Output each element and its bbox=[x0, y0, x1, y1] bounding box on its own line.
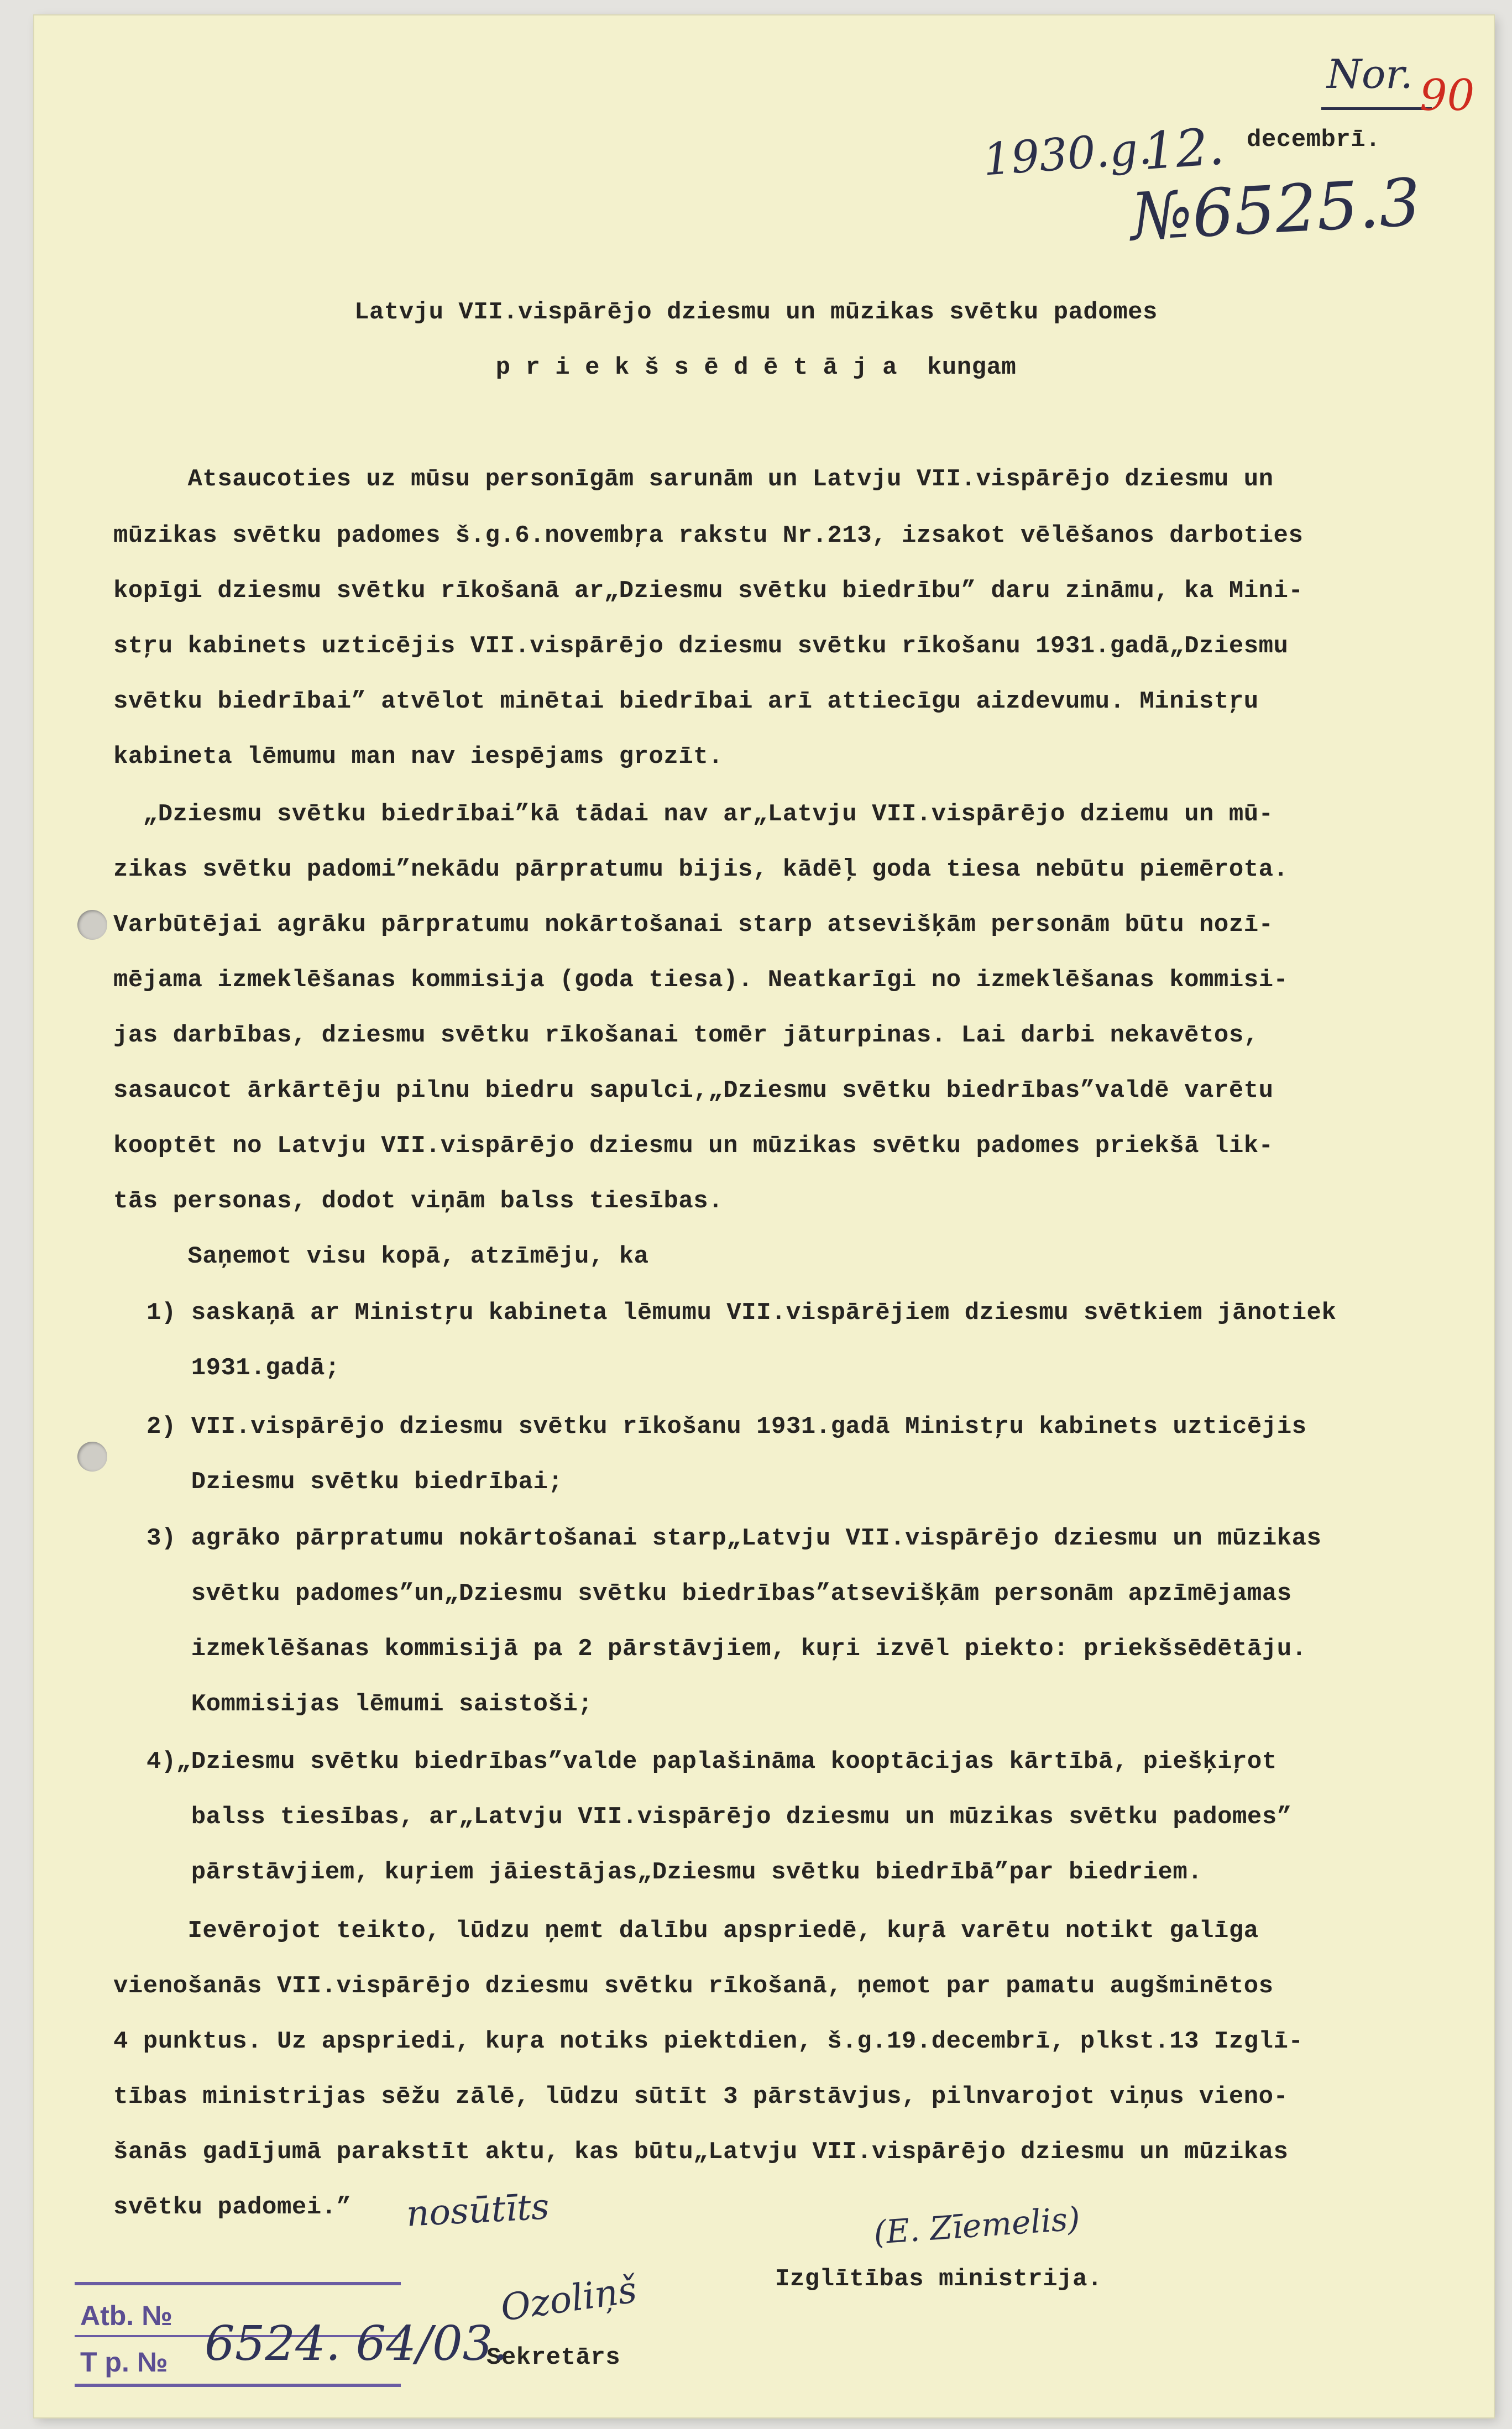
point-1: 1) saskaņā ar Ministŗu kabineta lēmumu VII.vispārējiem dziesmu svētkiem jānotiek bbox=[147, 1299, 1337, 1327]
body-line: „Dziesmu svētku biedrībai”kā tādai nav ar„Latvju VII.vispārējo dziemu un mū- bbox=[113, 800, 1274, 828]
point-4: 4)„Dziesmu svētku biedrības”valde paplašināma kooptācijas kārtībā, piešķiŗot bbox=[147, 1748, 1277, 1776]
body-line: kabineta lēmumu man nav iespējams grozīt. bbox=[113, 743, 724, 771]
point-4-cont: balss tiesības, ar„Latvju VII.vispārējo dziesmu un mūzikas svētku padomes” bbox=[147, 1803, 1292, 1831]
point-2-cont: Dziesmu svētku biedrībai; bbox=[147, 1468, 563, 1496]
body-line: jas darbības, dziesmu svētku rīkošanai tomēr jāturpinas. Lai darbi nekavētos, bbox=[113, 1022, 1259, 1049]
body-line: zikas svētku padomi”nekādu pārpratumu bijis, kādēļ goda tiesa nebūtu piemērota. bbox=[113, 856, 1289, 883]
punch-hole bbox=[77, 1442, 107, 1472]
body-line: Varbūtējai agrāku pārpratumu nokārtošanai starp atsevišķām personām būtu nozī- bbox=[113, 911, 1274, 939]
addressee-line-1: Latvju VII.vispārējo dziesmu un mūzikas svētku padomes bbox=[354, 299, 1158, 326]
addressee-line-2: p r i e k š s ē d ē t ā j a kungam bbox=[495, 354, 1017, 381]
secretary-label: Sekretārs bbox=[486, 2344, 621, 2372]
body-line: Saņemot visu kopā, atzīmēju, ka bbox=[113, 1243, 649, 1270]
body-line: svētku biedrībai” atvēlot minētai biedrībai arī attiecīgu aizdevumu. Ministŗu bbox=[113, 688, 1259, 715]
body-line: tās personas, dodot viņām balss tiesības. bbox=[113, 1187, 724, 1215]
stamp-atb-label: Atb. № bbox=[80, 2300, 172, 2331]
point-1-cont: 1931.gadā; bbox=[147, 1354, 340, 1382]
ref-underline bbox=[1321, 107, 1432, 110]
closing-line: vienošanās VII.vispārējo dziesmu svētku rīkošanā, ņemot par pamatu augšminētos bbox=[113, 1972, 1274, 2000]
point-4-cont: pārstāvjiem, kuŗiem jāiestājas„Dziesmu svētku biedrībā”par biedriem. bbox=[147, 1859, 1203, 1886]
body-line: stŗu kabinets uzticējis VII.vispārējo dziesmu svētku rīkošanu 1931.gadā„Dziesmu bbox=[113, 632, 1289, 660]
closing-line: Ievērojot teikto, lūdzu ņemt dalību apspriedē, kuŗā varētu notikt galīga bbox=[113, 1917, 1259, 1945]
point-2: 2) VII.vispārējo dziesmu svētku rīkošanu 1931.gadā Ministŗu kabinets uzticējis bbox=[147, 1413, 1307, 1441]
closing-line: svētku padomei.” bbox=[113, 2194, 352, 2221]
minister-signature: (E. Zīemelis) bbox=[872, 2200, 1081, 2252]
ministry-label: Izglītības ministrija. bbox=[775, 2265, 1102, 2293]
stamp-tp-label: T p. № bbox=[80, 2347, 168, 2378]
date-month: decembrī. bbox=[1247, 126, 1381, 154]
point-3-cont: svētku padomes”un„Dziesmu svētku biedrības”atsevišķām personām apzīmējamas bbox=[147, 1580, 1292, 1608]
ref-label: Nor. bbox=[1327, 51, 1413, 97]
body-line: kooptēt no Latvju VII.vispārējo dziesmu un mūzikas svētku padomes priekšā lik- bbox=[113, 1132, 1274, 1160]
closing-line: šanās gadījumā parakstīt aktu, kas būtu„Latvju VII.vispārējo dziesmu un mūzikas bbox=[113, 2138, 1289, 2166]
point-3: 3) agrāko pārpratumu nokārtošanai starp„Latvju VII.vispārējo dziesmu un mūzikas bbox=[147, 1525, 1322, 1552]
punch-hole bbox=[77, 910, 107, 940]
date-year: 1930.g. bbox=[981, 122, 1154, 186]
closing-line: 4 punktus. Uz apspriedi, kuŗa notiks piektdien, š.g.19.decembrī, plkst.13 Izglī- bbox=[113, 2028, 1304, 2055]
body-line: kopīgi dziesmu svētku rīkošanā ar„Dziesmu svētku biedrību” daru zināmu, ka Mini- bbox=[113, 577, 1304, 605]
point-3-cont: izmeklēšanas kommisijā pa 2 pārstāvjiem, kuŗi izvēl piekto: priekšsēdētāju. bbox=[147, 1635, 1307, 1663]
stamp-top-rule bbox=[75, 2282, 401, 2285]
secretary-signature: Ozoliņš bbox=[498, 2268, 640, 2329]
body-line: mūzikas svētku padomes š.g.6.novembŗa rakstu Nr.213, izsakot vēlēšanos darboties bbox=[113, 522, 1304, 549]
body-line: mējama izmeklēšanas kommisija (goda tiesa). Neatkarīgi no izmeklēšanas kommisi- bbox=[113, 966, 1289, 994]
date-day: 12. bbox=[1141, 117, 1226, 181]
stamp-bottom-rule bbox=[75, 2384, 401, 2387]
handwritten-addition: nosūtīts bbox=[405, 2186, 551, 2235]
point-3-cont: Kommisijas lēmumi saistoši; bbox=[147, 1690, 593, 1718]
body-line: Atsaucoties uz mūsu personīgām sarunām un Latvju VII.vispārējo dziesmu un bbox=[113, 465, 1274, 493]
ref-number: 90 bbox=[1420, 71, 1475, 121]
body-line: sasaucot ārkārtēju pilnu biedru sapulci,„Dziesmu svētku biedrības”valdē varētu bbox=[113, 1077, 1274, 1104]
stamp-tp-value: 6524. 64/03. bbox=[205, 2316, 508, 2372]
closing-line: tības ministrijas sēžu zālē, lūdzu sūtīt 3 pārstāvjus, pilnvarojot viņus vieno- bbox=[113, 2083, 1289, 2111]
document-number: №6525.3 bbox=[1128, 164, 1422, 255]
